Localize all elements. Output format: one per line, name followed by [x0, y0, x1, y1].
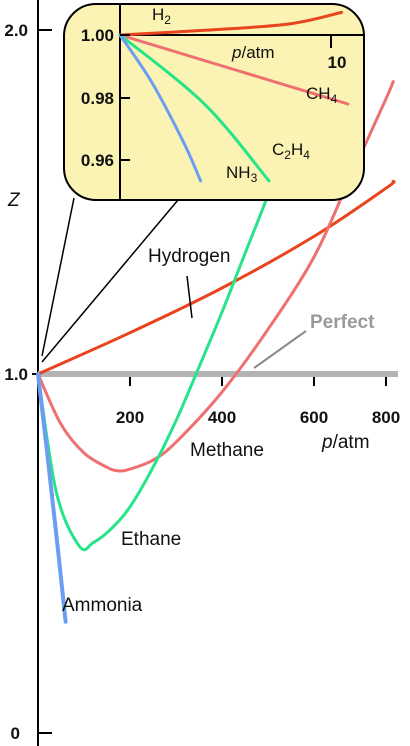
series-line-hydrogen [38, 181, 394, 374]
y-tick-label-1: 1.0 [4, 365, 28, 384]
inset-x-tick-label-10: 10 [327, 53, 347, 72]
inset-leader-right [42, 200, 178, 362]
inset-x-axis-title-unit: /atm [241, 43, 275, 62]
inset-y-tick-label-096: 0.96 [80, 151, 114, 170]
x-axis-title-unit: /atm [332, 432, 370, 453]
perfect-label: Perfect [310, 312, 375, 333]
inset-label-c2h4-sub: 2 [284, 148, 291, 162]
inset-leader-left [42, 198, 74, 356]
methane-label: Methane [190, 440, 264, 461]
inset-label-ch4-main: CH [306, 84, 331, 103]
x-axis-title-p: p [322, 432, 333, 453]
x-tick-label-600: 600 [299, 408, 329, 427]
ammonia-label: Ammonia [62, 595, 143, 616]
inset-label-nh3-sub: 3 [250, 171, 258, 185]
inset-y-tick-label-100: 1.00 [80, 26, 114, 45]
x-tick-label-800: 800 [371, 408, 401, 427]
inset-label-nh3-main: NH [226, 163, 251, 182]
inset-label-c2h4-main: C [272, 140, 285, 159]
inset-label-c2h4-sub2: 4 [303, 148, 310, 162]
y-tick-label-2: 2.0 [4, 21, 28, 40]
y-axis-title: Z [8, 190, 20, 211]
x-axis-title [321, 432, 370, 453]
inset-x-axis-title-p: p [232, 43, 242, 62]
series-line-ammonia [38, 374, 66, 622]
x-tick-label-200: 200 [115, 408, 145, 427]
inset-label-h2-main: H [152, 5, 165, 24]
ethane-label: Ethane [121, 529, 182, 550]
y-tick-label-0: 0 [10, 724, 20, 743]
hydrogen-label-leader [187, 276, 192, 318]
hydrogen-label: Hydrogen [148, 246, 231, 267]
inset-x-axis-title [231, 43, 275, 62]
inset-label-h2-sub: 2 [164, 13, 171, 27]
inset-label-c2h4-main2: H [290, 140, 304, 159]
x-tick-label-400: 400 [207, 408, 237, 427]
inset-y-tick-label-098: 0.98 [80, 89, 114, 108]
inset-label-ch4-sub: 4 [330, 92, 338, 106]
